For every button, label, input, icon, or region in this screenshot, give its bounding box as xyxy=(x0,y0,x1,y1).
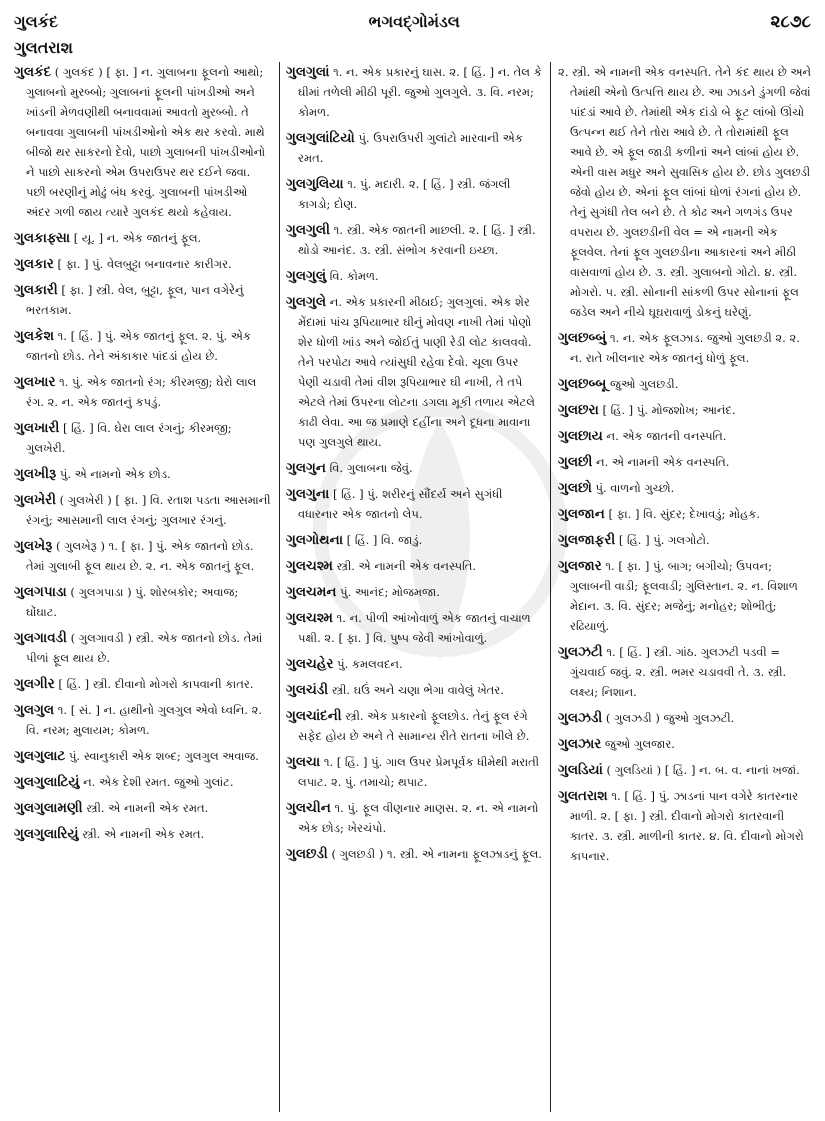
entry-headword: ગુલચા xyxy=(286,754,321,770)
dictionary-entry xyxy=(558,478,814,498)
entry-definition: ૧. [ હિં. ] પું. એક જાતનું ફૂલ. ૨. પું. એક જાતનો છોડ. તેને અંકાકાર પાંદડાં હોય છે. xyxy=(26,329,252,363)
entry-definition: ૧. ન. એક ફૂલઝાડ. જુઓ ગુલછડી ૨. ૨. ન. રાતે ખીલનાર એક જાતનું ધોળું ફૂલ. xyxy=(570,331,800,365)
entry-headword: ગુલજાન xyxy=(558,506,605,522)
entry-headword: ગુલકંદ xyxy=(14,64,52,80)
entry-headword: ગુલગુલાટ xyxy=(14,748,66,764)
entry-definition: સ્ત્રી. એ નામની એક રમત. xyxy=(86,801,209,815)
entry-headword: ગુલઝડી xyxy=(558,710,603,726)
dictionary-entry xyxy=(558,374,814,394)
dictionary-entry xyxy=(286,582,542,602)
entry-definition: વિ. કોમળ. xyxy=(329,269,379,283)
dictionary-entry xyxy=(286,844,542,864)
entry-definition: ( ગુલકંદ ) [ ફા. ] ન. ગુલાબના ફૂલનો આથો; ગુલાબનો મુરબ્બો; ગુલાબનાં ફૂલની પાંખડીઓ અને ખાંડની મેળવણીથી બનાવવામાં આવતો મુરબ્બો. તે બનાવવા ગુલાબની પાંખડીઓનો એક થર કરવો. માથે બીજો થર સાકરનો દેવો, પાછો ગુલાબની પાંખડીઓનો ને પાછો સાકરનો એમ ઉપરાઉપર થર દઈને જવા. પછી બરણીનું મોઢું બંધ કરવું. ગુલાબની પાંખડીઓ અંદર ગળી જાય ત્યારે ગુલકંદ થયો કહેવાય. xyxy=(26,65,266,219)
entry-headword: ગુલઝટી xyxy=(558,644,603,660)
entry-definition: જુઓ ગુલજાર. xyxy=(604,737,675,751)
dictionary-entry xyxy=(286,174,542,214)
entry-definition: ૧. પું. એક જાતનો રંગ; કીરમજી; ઘેરો લાલ રંગ. ૨. ન. એક જાતનું કપડું. xyxy=(26,375,257,409)
entry-headword: ગુલછબ્બૂ xyxy=(558,376,607,392)
page-header xyxy=(14,10,811,34)
entry-headword: ગુલગુન xyxy=(286,460,326,476)
entry-headword: ગુલચમન xyxy=(286,584,337,600)
dictionary-entry xyxy=(286,128,542,168)
dictionary-column-3 xyxy=(558,62,814,1112)
entry-definition: ૨. સ્ત્રી. એ નામની એક વનસ્પતિ. તેને કંદ થાય છે અને તેમાંથી એનો ઉત્પત્તિ થાય છે. આ ઝાડને ડુંગળી જેવાં પાંદડાં આવે છે. તેમાંથી એક દાંડો બે ફૂટ લાંબો ઊંચો ઉત્પન્ન થઈ તેને તોરા આવે છે. તે તોરામાંથી ફૂલ આવે છે. એ ફૂલ જાડી કળીનાં અને લાંબાં હોય છે. એની વાસ મધુર અને સુવાસિક હોય છે. છોડ ગુલછડી જેવો હોય છે. એનાં ફૂલ લાંબાં ધોળાં રંગનાં હોય છે. તેનું સુગંધી તેલ બને છે. તે કોઢ અને ગળગંડ ઉપર વપરાય છે. ગુલછડીની વેલ = એ નામની એક ફૂલવેલ. તેનાં ફૂલ ગુલછડીના આકારનાં અને મીઠી વાસવાળાં હોય છે. ૩. સ્ત્રી. ગુલાબનો ગોટો. ૪. સ્ત્રી. મોગરો. ૫. સ્ત્રી. સોનાની સાંકળી ઉપર સોનાનાં ફૂલ જડેલ અને નીચે ઘૂઘરાવાળું ડોકનું ઘરેણું. xyxy=(558,65,812,319)
entry-definition: ૧. [ ફા. ] પું. બાગ; બગીચો; ઉપવન; ગુલાબની વાડી; ફૂલવાડી; ગુલિસ્તાન. ૨. ન. વિશાળ મેદાન. ૩. વિ. સુંદર; મજેનું; મનોહર; શોભીતું; રઢિયાળું. xyxy=(570,559,798,633)
entry-headword: ગુલગોથના xyxy=(286,532,344,548)
dictionary-entry xyxy=(286,706,542,746)
dictionary-entry xyxy=(286,220,542,260)
dictionary-entry xyxy=(558,328,814,368)
entry-definition: [ હિં. ] પું. મોજશોખ; આનંદ. xyxy=(602,403,736,417)
entry-definition: ન. એક દેશી રમત. જુઓ ગુલાંટ. xyxy=(83,775,234,789)
dictionary-column-1 xyxy=(14,62,272,1112)
entry-definition: સ્ત્રી. ઘઉં અને ચણા ભેગા વાવેલું ખેતર. xyxy=(331,683,504,697)
entry-definition: ( ગુલડિયાં ) [ હિં. ] ન. બ. વ. નાનાં ખજાં. xyxy=(606,763,800,777)
entry-headword: ગુલગુના xyxy=(286,486,330,502)
dictionary-entry xyxy=(558,504,814,524)
entry-definition: સ્ત્રી. એ નામની એક વનસ્પતિ. xyxy=(336,559,477,573)
dictionary-entry xyxy=(286,680,542,700)
entry-definition: [ હિં. ] વિ. ઘેરા લાલ રંગનું; કીરમજી; ગુલખેરી. xyxy=(26,421,232,455)
entry-definition: પું. વાળનો ગુચ્છો. xyxy=(595,481,675,495)
dictionary-entry xyxy=(286,292,542,452)
entry-headword: ગુલખેરૂ xyxy=(14,538,53,554)
entry-definition: ( ગુલગાવડી ) સ્ત્રી. એક જાતનો છોડ. તેમાં પીળાં ફૂલ થાય છે. xyxy=(26,631,263,665)
entry-definition: [ હિં. ] વિ. જાડું. xyxy=(346,533,423,547)
entry-headword: ગુલજાર xyxy=(558,558,602,574)
dictionary-entry xyxy=(286,530,542,550)
dictionary-entry xyxy=(14,798,272,818)
entry-headword: ગુલડિયાં xyxy=(558,762,603,778)
entry-definition: જુઓ ગુલછડી. xyxy=(609,377,679,391)
entry-headword: ગુલચીન xyxy=(286,800,331,816)
running-head-sub: ગુલતરાશ xyxy=(14,38,73,57)
dictionary-entry xyxy=(14,280,272,320)
dictionary-entry xyxy=(14,628,272,668)
entry-headword: ગુલચાંદની xyxy=(286,708,342,724)
entry-headword: ગુલચહેર xyxy=(286,656,334,672)
entry-headword: ગુલગાવડી xyxy=(14,630,67,646)
entry-headword: ગુલઝાર xyxy=(558,736,602,752)
entry-headword: ગુલગુલું xyxy=(286,268,327,284)
entry-headword: ગુલગુલારિયું xyxy=(14,826,79,842)
dictionary-entry xyxy=(14,372,272,412)
dictionary-entry xyxy=(558,530,814,550)
dictionary-entry xyxy=(14,464,272,484)
column-rule xyxy=(550,62,551,1112)
entry-headword: ગુલગપાડા xyxy=(14,584,67,600)
entry-headword: ગુલછરા xyxy=(558,402,599,418)
entry-headword: ગુલચશ્મ xyxy=(286,558,333,574)
entry-definition: પું. ઉપરાઉપરી ગુલાંટો મારવાની એક રમત. xyxy=(298,131,523,165)
entry-definition: ( ગુલખેરી ) [ ફા. ] વિ. રતાશ પડતા આસમાની રંગનું; આસમાની લાલ રંગનું; ગુલખાર રંગનું. xyxy=(26,493,271,527)
dictionary-entry xyxy=(14,536,272,576)
entry-definition: ( ગુલછડી ) ૧. સ્ત્રી. એ નામના ફૂલઝાડનું ફૂલ. xyxy=(331,847,542,861)
entry-definition: ૧. [ હિં. ] સ્ત્રી. ગાંઠ. ગુલઝટી પડવી = ગુંચવાઈ જવું. ૨. સ્ત્રી. ભમર ચડાવવી તે. ૩. સ્ત્રી. લક્ષ્ય; નિશાન. xyxy=(570,645,787,699)
entry-definition: [ ફા. ] સ્ત્રી. વેલ, બુટ્ટા, ફૂલ, પાન વગેરેનું ભરતકામ. xyxy=(26,283,244,317)
entry-headword: ગુલગુલે xyxy=(286,294,327,310)
entry-definition: પું. આનંદ; મોજમજા. xyxy=(340,585,440,599)
dictionary-entry xyxy=(14,326,272,366)
entry-headword: ગુલચશ્મ xyxy=(286,610,333,626)
entry-definition: ૧. [ સં. ] ન. હાથીનો ગુલગુલ એવો ધ્વનિ. ૨. વિ. નરમ; મુલાયમ; કોમળ. xyxy=(26,703,262,737)
dictionary-entry xyxy=(14,582,272,622)
entry-headword: ગુલકાફ્સા xyxy=(14,230,71,246)
entry-definition: સ્ત્રી. એક પ્રકારનો ફૂલછોડ. તેનું ફૂલ રંગે સફેદ હોય છે અને તે સામાન્ય રીતે રાતના ખીલે છે. xyxy=(298,709,530,743)
entry-headword: ગુલકાર xyxy=(14,256,54,272)
entry-definition: ૧. ન. એક પ્રકારનું ઘાસ. ૨. [ હિં. ] ન. તેલ કે ઘીમાં તળેલી મીઠી પૂરી. જુઓ ગુલગુલે. ૩. વિ. નરમ; કોમળ. xyxy=(298,65,542,119)
dictionary-entry xyxy=(286,798,542,838)
entry-definition: [ ફા. ] પું. વેલબુટ્ટા બનાવનાર કારીગર. xyxy=(57,257,232,271)
entry-headword: ગુલગુલિયા xyxy=(286,176,344,192)
dictionary-entry xyxy=(558,556,814,636)
entry-headword: ગુલતરાશ xyxy=(558,788,608,804)
entry-headword: ગુલખેરી xyxy=(14,492,56,508)
dictionary-entry xyxy=(14,700,272,740)
entry-definition: [ હિં. ] પું. ગલગોટો. xyxy=(618,533,710,547)
entry-headword: ગુલકેશ xyxy=(14,328,55,344)
entry-headword: ગુલચંડી xyxy=(286,682,329,698)
entry-definition: [ ફા. ] વિ. સુંદર; દેખાવડું; મોહક. xyxy=(608,507,761,521)
entry-definition: પું. કમલવદન. xyxy=(337,657,403,671)
entry-definition: [ હિં. ] સ્ત્રી. દીવાનો મોગરો કાપવાની કાતર. xyxy=(58,677,254,691)
entry-headword: ગુલગુલ xyxy=(14,702,55,718)
entry-headword: ગુલછી xyxy=(558,454,593,470)
book-title: ભગવદ્ગોમંડલ xyxy=(368,12,460,31)
dictionary-entry xyxy=(558,62,814,322)
dictionary-entry xyxy=(286,556,542,576)
entry-definition: પું. એ નામનો એક છોડ. xyxy=(59,467,171,481)
dictionary-entry xyxy=(558,426,814,446)
dictionary-column-2 xyxy=(286,62,542,1112)
dictionary-entry xyxy=(14,418,272,458)
entry-headword: ગુલછડી xyxy=(286,846,328,862)
dictionary-entry xyxy=(14,824,272,844)
dictionary-entry xyxy=(286,752,542,792)
entry-headword: ગુલછો xyxy=(558,480,592,496)
entry-definition: ન. એક પ્રકારની મીઠાઈ; ગુલગુલાં. એક શેર મેંદામાં પાંચ રૂપિયાભાર ઘીનું મોવણ નાખી તેમાં પોણો શેર ધોળી ખાંડ અને જોઈતું પાણી રેડી લોટ કાલવવો. તેને પરપોટા આવે ત્યાંસુધી રહેવા દેવો. ચૂલા ઉપર પેણી ચડાવી તેમાં વીશ રૂપિયાભાર ઘી નાખી, તે તપે એટલે તેમાં ઉપરના લોટના ડગલા મૂકી તળાય એટલે કાઢી લેવા. આ જ પ્રમાણે દહીંના અને દૂધના માવાના પણ ગુલગુલે થાય. xyxy=(298,295,535,449)
entry-headword: ગુલગુલામણી xyxy=(14,800,83,816)
entry-headword: ગુલજાફરી xyxy=(558,532,616,548)
dictionary-entry xyxy=(286,654,542,674)
entry-definition: ( ગુલઝડી ) જુઓ ગુલઝટી. xyxy=(605,711,735,725)
dictionary-entry xyxy=(558,452,814,472)
entry-definition: [ હિં. ] પું. શરીરનું સૌંદર્ય અને સુગંધી વધારનાર એક જાતનો લેપ. xyxy=(298,487,503,521)
entry-definition: [ યૂ. ] ન. એક જાતનું ફૂલ. xyxy=(73,231,202,245)
entry-headword: ગુલગીર xyxy=(14,676,55,692)
entry-definition: સ્ત્રી. એ નામની એક રમત. xyxy=(82,827,205,841)
page-number: ૨૮૭૮ xyxy=(770,12,811,32)
dictionary-entry xyxy=(14,746,272,766)
dictionary-entry xyxy=(286,266,542,286)
dictionary-entry xyxy=(558,708,814,728)
entry-headword: ગુલખીરૂ xyxy=(14,466,57,482)
entry-headword: ગુલગુલી xyxy=(286,222,330,238)
entry-headword: ગુલગુલાં xyxy=(286,64,330,80)
dictionary-entry xyxy=(286,62,542,122)
dictionary-entry xyxy=(14,254,272,274)
entry-definition: વિ. ગુલાબના જેવું. xyxy=(329,461,413,475)
dictionary-entry xyxy=(14,62,272,222)
entry-definition: ન. એક જાતની વનસ્પતિ. xyxy=(606,429,727,443)
dictionary-entry xyxy=(286,484,542,524)
entry-headword: ગુલગુલાટિયું xyxy=(14,774,80,790)
entry-definition: ૧. [ હિં. ] પું. ઝાડનાં પાન વગેરે કાતરનાર માળી. ૨. [ ફા. ] સ્ત્રી. દીવાનો મોગરો કાતરવાની કાતર. ૩. સ્ત્રી. માળીની કાતર. ૪. વિ. દીવાનો મોગરો કાપનાર. xyxy=(570,789,804,863)
entry-headword: ગુલખાર xyxy=(14,374,56,390)
dictionary-entry xyxy=(286,458,542,478)
column-rule xyxy=(279,62,280,1112)
dictionary-entry xyxy=(558,400,814,420)
dictionary-entry xyxy=(14,228,272,248)
entry-definition: ૧. ન. પીળી આંખોવાળું એક જાતનું વાચાળ પક્ષી. ૨. [ ફા. ] વિ. પુષ્પ જેવી આંખોવાળું. xyxy=(298,611,531,645)
running-head-left: ગુલકંદ xyxy=(14,12,59,31)
dictionary-entry xyxy=(14,674,272,694)
entry-headword: ગુલકારી xyxy=(14,282,58,298)
entry-definition: ૧. પું. મદારી. ૨. [ હિં. ] સ્ત્રી. જંગલી કાગડો; દોણ. xyxy=(298,177,511,211)
dictionary-entry xyxy=(14,772,272,792)
dictionary-entry xyxy=(558,642,814,702)
dictionary-entry xyxy=(558,786,814,866)
entry-definition: ૧. [ હિં. ] પું. ગાલ ઉપર પ્રેમપૂર્વક ધીમેથી મરાતી લપાટ. ૨. પું. તમાચો; થપાટ. xyxy=(298,755,540,789)
entry-headword: ગુલછબ્બું xyxy=(558,330,607,346)
dictionary-entry xyxy=(558,760,814,780)
entry-definition: પું. સ્વાનુકારી એક શબ્દ; ગુલગુલ અવાજ. xyxy=(68,749,259,763)
entry-definition: ( ગુલખેરૂ ) ૧. [ ફા. ] પું. એક જાતનો છોડ. તેમાં ગુલાબી ફૂલ થાય છે. ૨. ન. એક જાતનું ફૂલ. xyxy=(26,539,255,573)
entry-definition: ૧. પું. ફૂલ વીણનાર માણસ. ૨. ન. એ નામનો એક છોડ; ખેરચંપો. xyxy=(298,801,539,835)
entry-headword: ગુલખારી xyxy=(14,420,60,436)
entry-definition: ( ગુલગપાડા ) પું. શોરબકોર; અવાજ; ઘોંઘાટ. xyxy=(26,585,239,619)
dictionary-entry xyxy=(286,608,542,648)
entry-headword: ગુલછાય xyxy=(558,428,603,444)
entry-definition: ૧. સ્ત્રી. એક જાતની માછલી. ૨. [ હિં. ] સ્ત્રી. થોડો આનંદ. ૩. સ્ત્રી. સંભોગ કરવાની ઇચ્છા. xyxy=(298,223,536,257)
dictionary-entry xyxy=(14,490,272,530)
entry-headword: ગુલગુલાંટિયો xyxy=(286,130,355,146)
dictionary-entry xyxy=(558,734,814,754)
entry-definition: ન. એ નામની એક વનસ્પતિ. xyxy=(596,455,730,469)
